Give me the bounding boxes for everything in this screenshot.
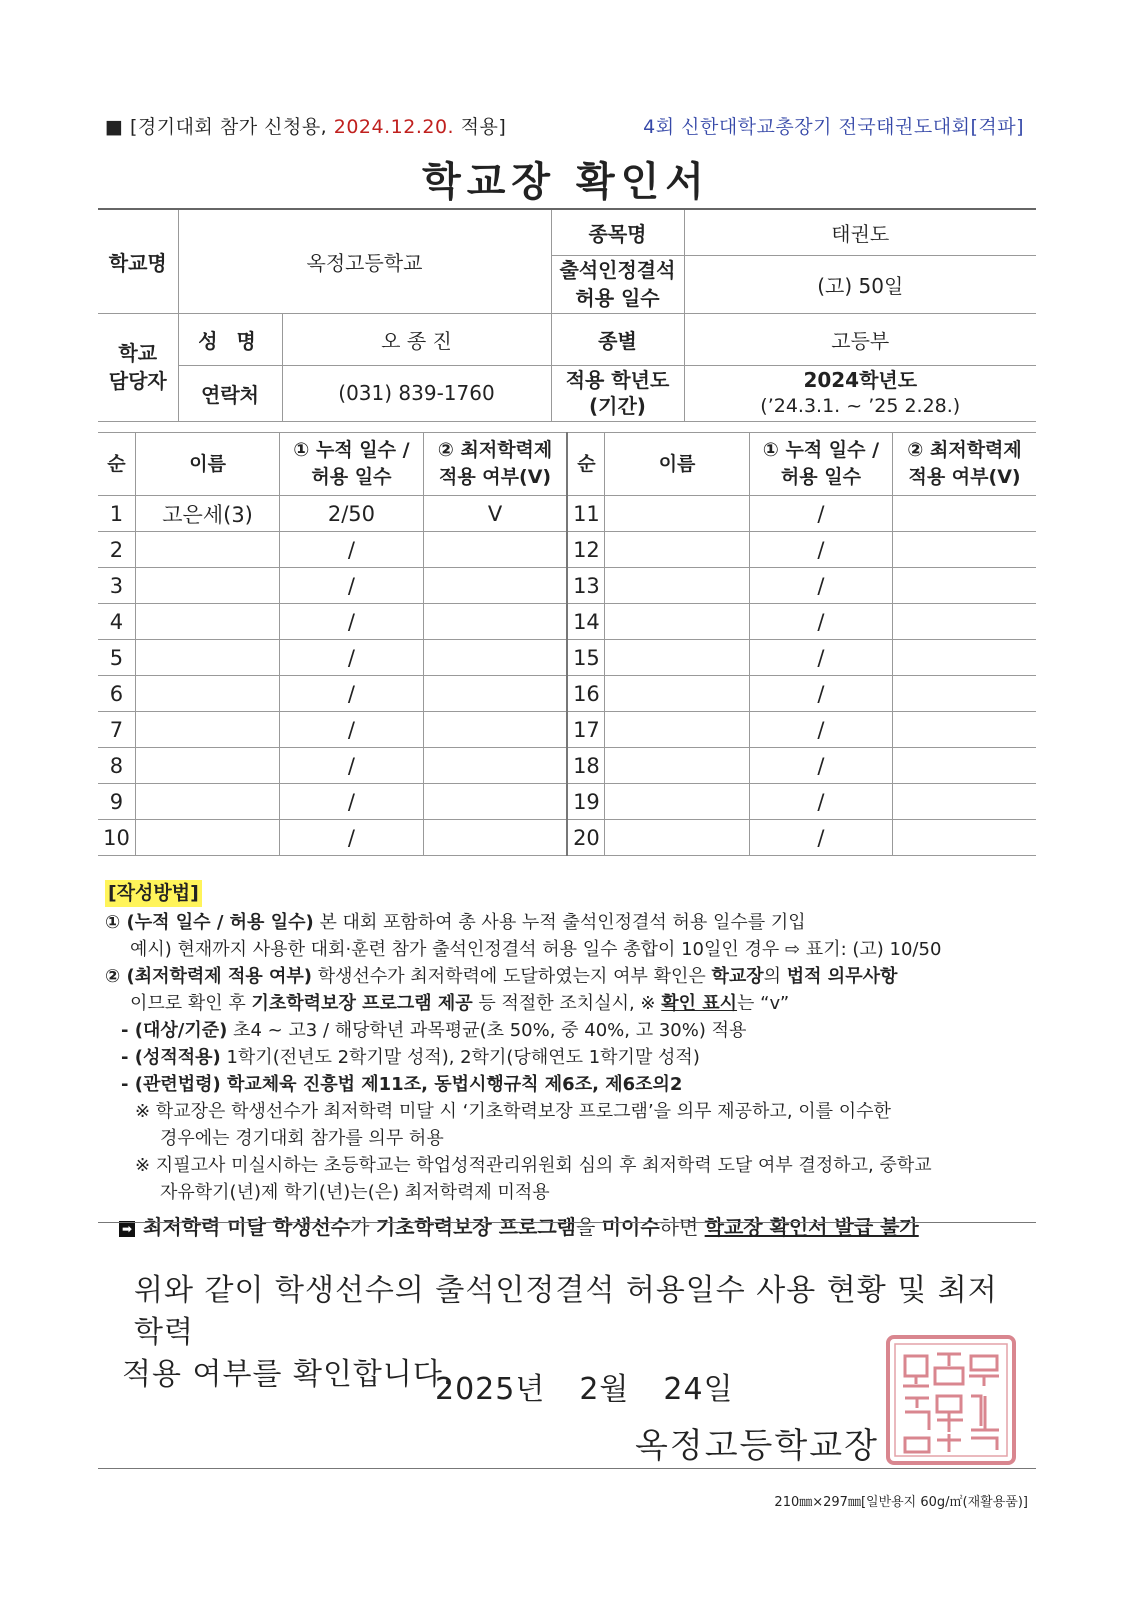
student-name [605, 676, 749, 712]
row-number: 19 [567, 784, 604, 820]
row-number: 3 [98, 568, 135, 604]
minimum-check [423, 676, 567, 712]
event-name: 4회 신한대학교총장기 전국태권도대회[격파] [643, 116, 1024, 138]
header-days-line2: 허용 일수 [311, 466, 392, 488]
instruction-2-text: 이므로 확인 후 [130, 993, 252, 1014]
notice-text: 학교장 확인서 발급 불가 [704, 1215, 919, 1239]
arrow-box-icon: ➡ [119, 1221, 135, 1237]
note-1-cont: 경우에는 경기대회 참가를 의무 허용 [160, 1128, 444, 1149]
days-used: / [280, 712, 423, 748]
header-days-line1: ① 누적 일수 / [762, 439, 880, 461]
table-row [98, 748, 1036, 784]
attendance-label-line1: 출석인정결석 [559, 258, 676, 282]
table-row [98, 604, 1036, 640]
school-name-label: 학교명 [98, 209, 178, 313]
confirmation-line2: 적용 여부를 확인합니다. [122, 1357, 454, 1392]
days-used: / [280, 640, 423, 676]
header-no: 순 [98, 433, 135, 496]
row-number: 13 [567, 568, 604, 604]
attendance-label-line2: 허용 일수 [575, 286, 660, 310]
name-value: 오 종 진 [282, 313, 551, 365]
days-used: / [280, 604, 423, 640]
row-number: 6 [98, 676, 135, 712]
student-name [135, 784, 279, 820]
name-label: 성 명 [178, 313, 282, 365]
criteria-text: 초4 ~ 고3 / 해당학년 과목평균(초 50%, 중 40%, 고 30%) 적용 [227, 1020, 747, 1041]
year-label-line2: (기간) [589, 394, 646, 418]
row-number: 7 [98, 712, 135, 748]
year-value-line2: (’24.3.1. ~ ’25 2.28.) [760, 395, 961, 417]
related-law-text: 학교체육 진흥법 제11조, 동법시행규칙 제6조, 제6조의2 [220, 1074, 683, 1095]
year-value-line1: 2024학년도 [803, 368, 918, 392]
header-name: 이름 [135, 433, 279, 496]
date-day: 24일 [663, 1372, 734, 1407]
check-mark-term: 확인 표시 [661, 993, 738, 1014]
category-value: 고등부 [684, 313, 1036, 365]
header-no: 순 [567, 433, 604, 496]
minimum-check [893, 604, 1036, 640]
issue-date [435, 1364, 768, 1408]
minimum-check [423, 748, 567, 784]
table-row [98, 568, 1036, 604]
table-row [98, 676, 1036, 712]
minimum-check [423, 712, 567, 748]
row-number: 20 [567, 820, 604, 856]
days-used: / [749, 748, 892, 784]
header-minimum-line2: 적용 여부(V) [438, 466, 552, 488]
days-used: / [749, 676, 892, 712]
row-number: 8 [98, 748, 135, 784]
header-days-line1: ① 누적 일수 / [293, 439, 410, 461]
minimum-check [423, 640, 567, 676]
minimum-check [893, 748, 1036, 784]
student-name [605, 496, 749, 532]
student-name [135, 640, 279, 676]
student-name [135, 712, 279, 748]
instruction-1-text: 본 대회 포함하여 총 사용 누적 출석인정결석 허용 일수를 기입 [313, 912, 806, 933]
student-name [605, 712, 749, 748]
minimum-check [893, 496, 1036, 532]
row-number: 11 [567, 496, 604, 532]
days-used: / [749, 532, 892, 568]
row-number: 12 [567, 532, 604, 568]
student-name [605, 604, 749, 640]
minimum-check [893, 784, 1036, 820]
note-1: ※ 학교장은 학생선수가 최저학력 미달 시 ‘기초학력보장 프로그램’을 의무 제공하고, 이를 이수한 [135, 1101, 891, 1122]
instruction-2-text: 의 [763, 966, 787, 987]
header-minimum-line2: 적용 여부(V) [908, 466, 1021, 488]
row-number: 16 [567, 676, 604, 712]
instruction-2 [105, 963, 1040, 990]
principal-term: 학교장 [711, 966, 764, 987]
confirmation-line1: 위와 같이 학생선수의 출석인정결석 허용일수 사용 현황 및 최저학력 [134, 1273, 998, 1350]
usage-prefix: ■ [경기대회 참가 신청용, [105, 116, 334, 138]
contact-value: (031) 839-1760 [282, 365, 551, 421]
days-used: / [749, 640, 892, 676]
student-name: 고은세(3) [135, 496, 279, 532]
instruction-2-text: 는 “v” [737, 993, 790, 1014]
school-info-table [98, 208, 1036, 422]
instruction-1 [105, 909, 1040, 936]
notice-text: 기초학력보장 프로그램 [375, 1215, 576, 1239]
days-used: / [749, 820, 892, 856]
minimum-check [423, 784, 567, 820]
minimum-check [893, 712, 1036, 748]
usage-suffix: 적용] [454, 116, 507, 138]
instructions-heading: [작성방법] [105, 880, 202, 907]
student-name [135, 748, 279, 784]
instruction-1-example: 예시) 현재까지 사용한 대회·훈련 참가 출석인정결석 허용 일수 총합이 10일인 경우 ⇨ 표기: (고) 10/50 [130, 939, 942, 960]
header-days [280, 433, 423, 496]
table-row [98, 712, 1036, 748]
year-label-line1: 적용 학년도 [565, 368, 670, 392]
minimum-check [893, 676, 1036, 712]
instructions [105, 880, 1040, 1241]
notice-text: 최저학력 미달 학생선수 [143, 1215, 351, 1239]
days-used: / [280, 676, 423, 712]
student-name [605, 748, 749, 784]
event-label: 종목명 [551, 209, 684, 255]
criteria-line [105, 1017, 1040, 1044]
minimum-check [893, 640, 1036, 676]
note-2: ※ 지필고사 미실시하는 초등학교는 학업성적관리위원회 심의 후 최저학력 도달 여부 결정하고, 중학교 [135, 1155, 932, 1176]
row-number: 14 [567, 604, 604, 640]
year-value [684, 365, 1036, 421]
minimum-check [893, 568, 1036, 604]
student-name [605, 820, 749, 856]
row-number: 15 [567, 640, 604, 676]
legal-duty-term: 법적 의무사항 [786, 966, 898, 987]
table-row [98, 532, 1036, 568]
header-name: 이름 [605, 433, 749, 496]
official-seal [885, 1334, 1017, 1466]
minimum-check [893, 532, 1036, 568]
days-used: / [749, 604, 892, 640]
student-name [135, 676, 279, 712]
row-number: 18 [567, 748, 604, 784]
grade-application-text: 1학기(전년도 2학기말 성적), 2학기(당해연도 1학기말 성적) [220, 1047, 700, 1068]
usage-date: 2024.12.20. [333, 116, 455, 138]
grade-application-title: - (성적적용) [121, 1047, 221, 1068]
minimum-check [423, 568, 567, 604]
instruction-2-text: 등 적절한 조치실시, ※ [472, 993, 662, 1014]
instruction-2-cont [105, 990, 1040, 1017]
attendance-value: (고) 50일 [684, 255, 1036, 313]
days-used: / [749, 712, 892, 748]
year-label [551, 365, 684, 421]
bottom-divider [98, 1468, 1036, 1469]
student-name [135, 532, 279, 568]
row-number: 10 [98, 820, 135, 856]
student-name [605, 568, 749, 604]
event-value: 태권도 [684, 209, 1036, 255]
minimum-check [423, 604, 567, 640]
divider [98, 1222, 1036, 1223]
student-name [605, 784, 749, 820]
days-used: 2/50 [280, 496, 423, 532]
days-used: / [280, 820, 423, 856]
form-usage-note [105, 112, 506, 139]
grade-application-line [105, 1044, 1040, 1071]
manager-label-line2: 담당자 [108, 369, 167, 393]
table-row [98, 496, 1036, 532]
notice-text: 미이수 [601, 1215, 660, 1239]
days-used: / [749, 568, 892, 604]
header-minimum [893, 433, 1036, 496]
instruction-2-text: 학생선수가 최저학력에 도달하였는지 여부 확인은 [311, 966, 712, 987]
school-name-value: 옥정고등학교 [178, 209, 551, 313]
student-name [135, 604, 279, 640]
student-name [135, 568, 279, 604]
header-minimum-line1: ② 최저학력제 [907, 439, 1022, 461]
row-number: 4 [98, 604, 135, 640]
criteria-title: - (대상/기준) [121, 1020, 228, 1041]
related-law-title: - (관련법령) [121, 1074, 221, 1095]
days-used: / [749, 784, 892, 820]
related-law-line [105, 1071, 1040, 1098]
header-days-line2: 허용 일수 [780, 466, 861, 488]
days-used: / [280, 568, 423, 604]
student-name [135, 820, 279, 856]
minimum-check [893, 820, 1036, 856]
row-number: 9 [98, 784, 135, 820]
notice-line [105, 1214, 1040, 1241]
minimum-check: V [423, 496, 567, 532]
row-number: 2 [98, 532, 135, 568]
attendance-label [551, 255, 684, 313]
table-row [98, 640, 1036, 676]
notice-text: 을 [576, 1215, 602, 1239]
header-minimum-line1: ② 최저학력제 [437, 439, 553, 461]
row-number: 5 [98, 640, 135, 676]
document-title: 학교장 확인서 [422, 159, 710, 205]
notice-text: 하면 [659, 1215, 705, 1239]
row-number: 17 [567, 712, 604, 748]
minimum-check [423, 820, 567, 856]
note-2-cont: 자유학기(년)제 학기(년)는(은) 최저학력제 미적용 [160, 1182, 550, 1203]
manager-label-line1: 학교 [118, 341, 158, 365]
manager-label [98, 313, 178, 421]
date-year: 2025년 [435, 1372, 546, 1407]
date-month: 2월 [579, 1372, 630, 1407]
principal-signature: 옥정고등학교장 [635, 1426, 879, 1466]
days-used: / [280, 784, 423, 820]
paper-spec: 210㎜×297㎜[일반용지 60g/㎡(재활용품)] [774, 1495, 1028, 1510]
days-used: / [280, 748, 423, 784]
contact-label: 연락처 [178, 365, 282, 421]
header-days [749, 433, 892, 496]
program-term: 기초학력보장 프로그램 제공 [251, 993, 473, 1014]
student-name [605, 640, 749, 676]
student-name [605, 532, 749, 568]
days-used: / [280, 532, 423, 568]
minimum-check [423, 532, 567, 568]
header-minimum [423, 433, 567, 496]
notice-text: 가 [350, 1215, 376, 1239]
row-number: 1 [98, 496, 135, 532]
days-used: / [749, 496, 892, 532]
category-label: 종별 [551, 313, 684, 365]
instruction-1-title: ① (누적 일수 / 허용 일수) [105, 912, 314, 933]
student-table [98, 432, 1036, 856]
table-row [98, 820, 1036, 856]
table-row [98, 784, 1036, 820]
instruction-2-title: ② (최저학력제 적용 여부) [105, 966, 312, 987]
